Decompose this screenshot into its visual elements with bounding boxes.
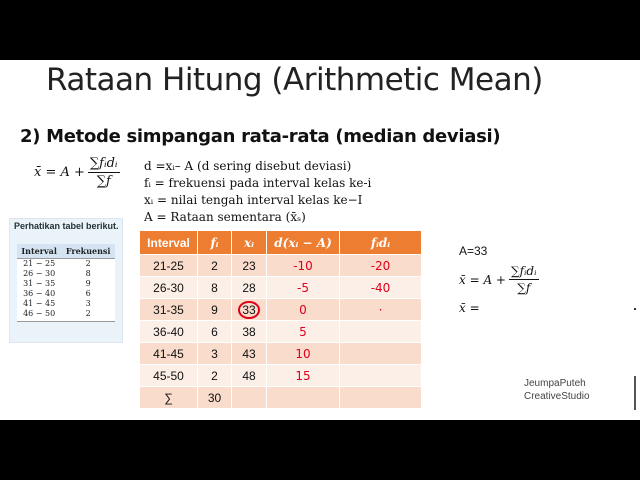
reference-cell: 2 — [61, 309, 115, 322]
formula-lhs: x̄ = A + — [34, 165, 85, 180]
cell-f: 8 — [198, 277, 232, 299]
formula-fraction — [88, 156, 120, 189]
cell-x: 28 — [232, 277, 267, 299]
reference-row — [17, 279, 115, 289]
slide-subtitle: 2) Metode simpangan rata-rata (median deviasi) — [20, 126, 501, 147]
reference-cell: 6 — [85, 289, 91, 298]
handwritten-d: 0 — [299, 302, 307, 317]
header-xi: xᵢ — [232, 231, 267, 255]
cell-x: 43 — [232, 343, 267, 365]
reference-header-interval: Interval — [17, 244, 61, 259]
header-fidi: fᵢdᵢ — [340, 231, 422, 255]
edge-line — [634, 376, 636, 410]
watermark — [524, 377, 590, 403]
handwritten-fd: · — [378, 302, 383, 317]
cell-interval: 21-25 — [140, 255, 198, 277]
slide-title: Rataan Hitung (Arithmetic Mean) — [46, 62, 543, 98]
cell-f: 6 — [198, 321, 232, 343]
reference-cell: 3 — [85, 299, 91, 308]
cell-interval: 36-40 — [140, 321, 198, 343]
definitions — [144, 158, 371, 226]
watermark-line2: CreativeStudio — [524, 391, 590, 402]
reference-row — [17, 289, 115, 299]
header-deviation: d(xᵢ − A) — [267, 231, 340, 255]
formula-numerator: ∑fᵢdᵢ — [89, 156, 118, 171]
reference-cell: 21 − 25 — [23, 259, 56, 268]
header-interval: Interval — [140, 231, 198, 255]
right-formula-numerator: ∑fᵢdᵢ — [511, 264, 537, 278]
cell-interval: 31-35 — [140, 299, 198, 321]
reference-cell: 9 — [85, 279, 91, 288]
calculation-header-row — [140, 231, 422, 255]
reference-table — [17, 244, 115, 322]
table-row — [140, 255, 422, 277]
formula-denominator: ∑f — [96, 174, 111, 189]
right-formula-lhs: x̄ = A + — [459, 272, 506, 287]
handwritten-fd: -20 — [370, 258, 391, 273]
cell-x: 38 — [232, 321, 267, 343]
cell-interval: 26-30 — [140, 277, 198, 299]
total-label: ∑ — [140, 387, 198, 409]
circled-x-value: 33 — [238, 301, 259, 319]
cell-interval: 41-45 — [140, 343, 198, 365]
cell-x: 48 — [232, 365, 267, 387]
handwritten-d: -10 — [293, 258, 313, 273]
reference-row — [17, 269, 115, 279]
header-fi: fᵢ — [198, 231, 232, 255]
reference-row — [17, 259, 115, 270]
reference-panel — [9, 218, 123, 343]
reference-row — [17, 299, 115, 309]
table-row — [140, 321, 422, 343]
slide — [0, 60, 640, 420]
definition-x: xᵢ = nilai tengah interval kelas ke−I — [144, 193, 363, 207]
reference-cell: 41 − 45 — [23, 299, 56, 308]
edge-mark — [634, 308, 636, 310]
handwritten-d: -5 — [297, 280, 309, 295]
reference-header-frequency: Frekuensi — [61, 244, 115, 259]
cell-f: 2 — [198, 365, 232, 387]
total-f: 30 — [198, 387, 232, 409]
definition-f: fᵢ = frekuensi pada interval kelas ke-i — [144, 176, 372, 190]
right-formula-denominator: ∑f — [517, 281, 531, 295]
cell-f: 2 — [198, 255, 232, 277]
handwritten-d: 10 — [295, 346, 311, 361]
watermark-line1: JeumpaPuteh — [524, 378, 586, 389]
definition-a: A = Rataan sementara (x̄ₛ) — [144, 210, 306, 224]
reference-cell: 26 − 30 — [23, 269, 56, 278]
reference-cell: 2 — [85, 259, 91, 268]
reference-row — [17, 309, 115, 322]
mean-formula — [34, 156, 120, 189]
table-row — [140, 277, 422, 299]
assumed-mean-value: A=33 — [459, 244, 488, 258]
definition-d: d =xᵢ– A (d sering disebut deviasi) — [144, 159, 352, 173]
cell-f: 9 — [198, 299, 232, 321]
right-formula-fraction — [509, 264, 539, 295]
calculation-table — [139, 230, 422, 409]
reference-cell: 46 − 50 — [17, 309, 61, 322]
reference-cell: 31 − 35 — [23, 279, 56, 288]
reference-cell: 36 − 40 — [23, 289, 56, 298]
table-row — [140, 365, 422, 387]
right-xbar-line: x̄ = — [459, 301, 480, 315]
cell-x: 23 — [232, 255, 267, 277]
right-formula — [459, 264, 539, 295]
cell-f: 3 — [198, 343, 232, 365]
cell-interval: 45-50 — [140, 365, 198, 387]
reference-title: Perhatikan tabel berikut. — [14, 221, 119, 231]
handwritten-fd: -40 — [370, 280, 391, 295]
handwritten-d: 5 — [299, 324, 307, 339]
total-row — [140, 387, 422, 409]
table-row — [140, 299, 422, 321]
table-row — [140, 343, 422, 365]
reference-cell: 8 — [85, 269, 91, 278]
handwritten-d: 15 — [295, 368, 311, 383]
